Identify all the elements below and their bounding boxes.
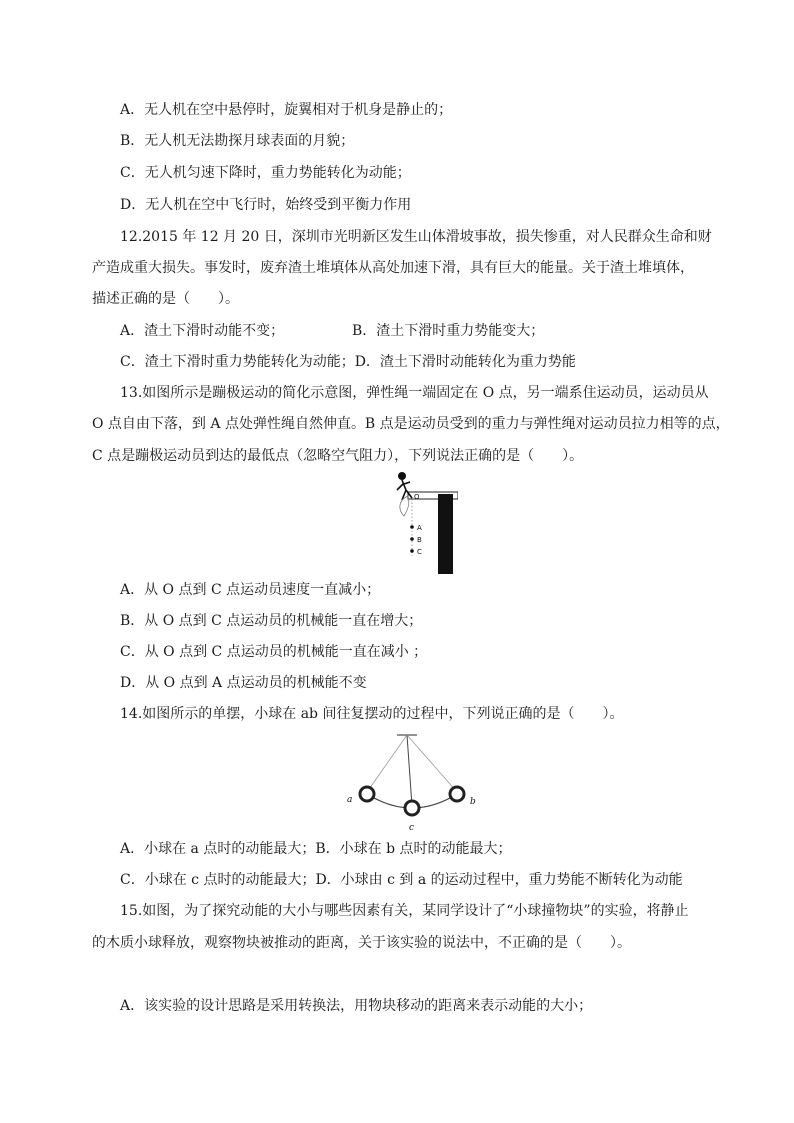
ball-b [450, 787, 464, 801]
q13-option-c: C．从 O 点到 C 点运动员的机械能一直在减小 ； [120, 644, 428, 660]
q12-stem-line-3: 描述正确的是（ ）。 [92, 291, 239, 307]
q14-option-cd: C．小球在 c 点时的动能最大；D．小球由 c 到 a 的运动过程中，重力势能不断转化为动能 [120, 872, 683, 888]
string-b [407, 735, 457, 792]
q11-option-b: B．无人机无法勘探月球表面的月貌； [120, 133, 355, 149]
ball-a [360, 787, 374, 801]
q13-option-d: D．从 O 点到 A 点运动员的机械能不变 [120, 675, 367, 691]
q12-stem-line-2: 产造成重大损失。事发时，废弃渣土堆填体从高处加速下滑，具有巨大的能量。关于渣土堆填体， [92, 260, 694, 276]
q13-stem-line-2: O 点自由下落，到 A 点处弹性绳自然伸直。B 点是运动员受到的重力与弹性绳对运动员拉力相等的点， [92, 416, 730, 432]
ball-c [405, 801, 419, 815]
string-c [407, 735, 412, 806]
q13-option-b: B．从 O 点到 C 点运动员的机械能一直在增大； [120, 613, 423, 629]
q14-stem: 14.如图所示的单摆，小球在 ab 间往复摆动的过程中，下列说正确的是（ ）。 [120, 706, 624, 722]
q12-option-a: A．渣土下滑时动能不变； [120, 323, 285, 339]
jumper-head [398, 472, 406, 480]
pendulum-diagram [342, 730, 482, 835]
label-c: C [417, 548, 422, 556]
q13-option-a: A．从 O 点到 C 点运动员速度一直减小； [120, 582, 381, 598]
q11-option-d: D．无人机在空中飞行时，始终受到平衡力作用 [120, 197, 412, 213]
bungee-diagram [388, 470, 458, 576]
point-a-dot [410, 525, 414, 529]
string-a [367, 735, 407, 792]
q11-option-c: C．无人机匀速下降时，重力势能转化为动能； [120, 165, 411, 181]
bungee-cliff [438, 494, 453, 574]
q12-stem-line-1: 12.2015 年 12 月 20 日，深圳市光明新区发生山体滑坡事故，损失惨重，对人民群众生命和财 [120, 229, 712, 245]
label-o: O [414, 493, 420, 501]
label-c: c [409, 823, 415, 833]
point-c-dot [410, 549, 414, 553]
q15-stem-line-2: 的木质小球释放，观察物块被推动的距离，关于该实验的说法中，不正确的是（ ）。 [92, 935, 631, 951]
q11-option-a: A．无人机在空中悬停时，旋翼相对于机身是静止的； [120, 102, 453, 118]
label-a: a [347, 795, 353, 805]
label-b: B [417, 536, 422, 544]
q13-stem-line-1: 13.如图所示是蹦极运动的简化示意图，弹性绳一端固定在 O 点，另一端系住运动员，运动员从 [120, 385, 709, 401]
q15-option-a: A．该实验的设计思路是采用转换法，用物块移动的距离来表示动能的大小； [120, 998, 593, 1014]
label-b: b [470, 797, 476, 807]
point-b-dot [410, 537, 414, 541]
q13-stem-line-3: C 点是蹦极运动员到达的最低点（忽略空气阻力），下列说法正确的是（ ）。 [92, 448, 584, 464]
q12-option-b: B．渣土下滑时重力势能变大； [352, 323, 545, 339]
q12-option-cd: C．渣土下滑时重力势能转化为动能；D．渣土下滑时动能转化为重力势能 [120, 354, 576, 370]
q14-option-ab: A．小球在 a 点时的动能最大；B．小球在 b 点时的动能最大； [120, 841, 512, 857]
q15-stem-line-1: 15.如图，为了探究动能的大小与哪些因素有关，某同学设计了“小球撞物块”的实验，将静止 [120, 903, 689, 919]
label-a: A [417, 524, 422, 532]
bungee-cord [400, 496, 409, 516]
